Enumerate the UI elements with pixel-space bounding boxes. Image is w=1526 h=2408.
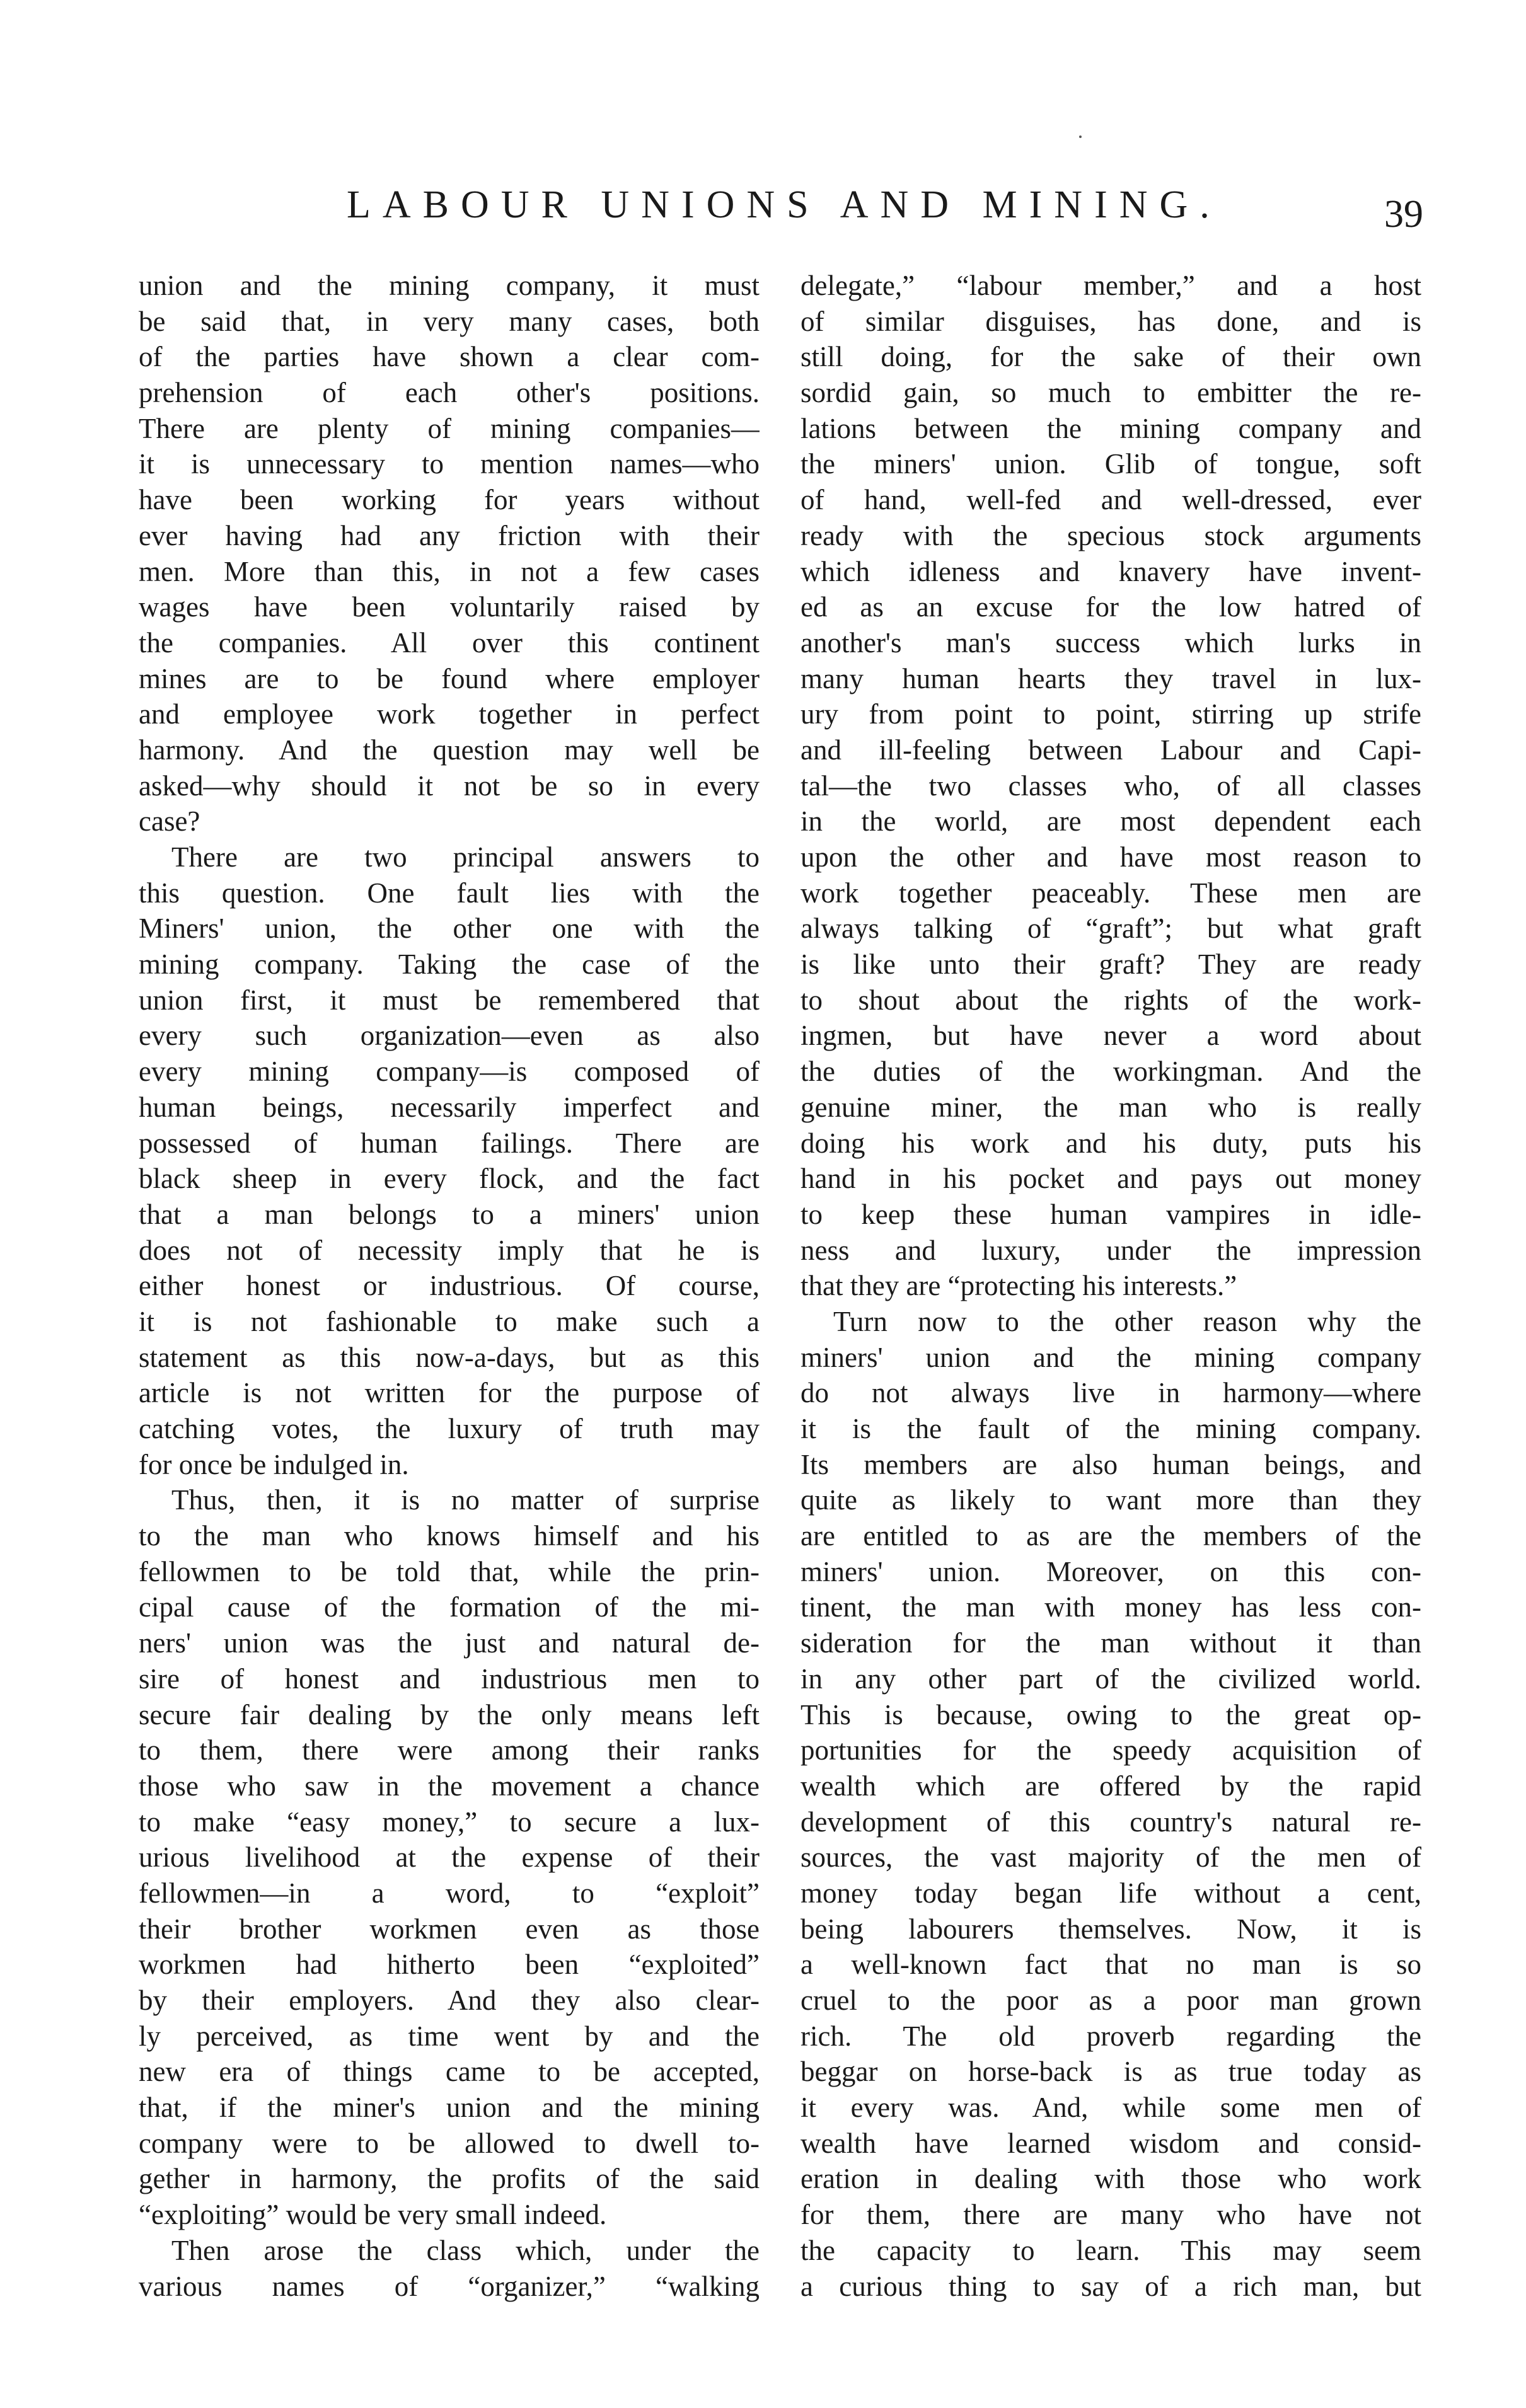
text-line: ly perceived, as time went by and the: [139, 2020, 760, 2052]
text-line: and ill-feeling between Labour and Capi-: [801, 734, 1421, 766]
text-line: union first, it must be remembered that: [139, 984, 760, 1016]
text-line: mining company. Taking the case of the: [139, 948, 760, 981]
text-line: rich. The old proverb regarding the: [801, 2020, 1421, 2052]
text-line: to shout about the rights of the work-: [801, 984, 1421, 1016]
text-line: urious livelihood at the expense of their: [139, 1841, 760, 1874]
paragraph: [139, 2233, 760, 2304]
text-line: cruel to the poor as a poor man grown: [801, 1985, 1421, 2016]
text-line: wealth have learned wisdom and consid-: [801, 2127, 1421, 2159]
text-line: by their employers. And they also clear-: [139, 1985, 760, 2016]
text-line: fellowmen—in a word, to “exploit”: [139, 1877, 760, 1909]
text-line: ever having had any friction with their: [139, 519, 760, 551]
text-line: miners' union and the mining company: [801, 1341, 1421, 1373]
text-line: Then arose the class which, under the: [171, 2234, 760, 2266]
text-line: tinent, the man with money has less con-: [801, 1591, 1421, 1623]
text-line: the duties of the workingman. And the: [801, 1056, 1421, 1088]
text-line: either honest or industrious. Of course,: [139, 1270, 760, 1302]
text-line: being labourers themselves. Now, it is: [801, 1913, 1421, 1945]
text-line: always talking of “graft”; but what graft: [801, 913, 1421, 945]
text-line: it is unnecessary to mention names—who: [139, 448, 760, 480]
text-line: which idleness and knavery have invent-: [801, 555, 1421, 587]
text-line: it every was. And, while some men of: [801, 2092, 1421, 2124]
right-column: [801, 268, 1421, 2304]
text-line: to make “easy money,” to secure a lux-: [139, 1806, 760, 1838]
text-line: sources, the vast majority of the men of: [801, 1841, 1421, 1874]
running-header: LABOUR UNIONS AND MINING.: [347, 183, 1222, 226]
text-line: Thus, then, it is no matter of surprise: [171, 1484, 760, 1516]
text-line: Its members are also human beings, and: [801, 1448, 1421, 1480]
paragraph: [139, 839, 760, 1482]
text-line: Turn now to the other reason why the: [833, 1305, 1421, 1337]
text-line: for once be indulged in.: [139, 1448, 409, 1480]
text-line: many human hearts they travel in lux-: [801, 662, 1421, 694]
text-line: it is the fault of the mining company.: [801, 1413, 1421, 1444]
text-line: are entitled to as are the members of the: [801, 1520, 1421, 1552]
text-line: There are two principal answers to: [171, 841, 760, 873]
text-line: a well-known fact that no man is so: [801, 1949, 1421, 1981]
text-line: that, if the miner's union and the mining: [139, 2092, 760, 2124]
text-line: secure fair dealing by the only means left: [139, 1698, 760, 1731]
text-line: workmen had hitherto been “exploited”: [139, 1949, 760, 1981]
text-line: those who saw in the movement a chance: [139, 1770, 760, 1802]
text-line: have been working for years without: [139, 484, 760, 516]
text-line: ness and luxury, under the impression: [801, 1234, 1421, 1266]
text-line: the miners' union. Glib of tongue, soft: [801, 448, 1421, 480]
text-line: development of this country's natural re-: [801, 1806, 1421, 1838]
text-line: new era of things came to be accepted,: [139, 2056, 760, 2088]
text-line: money today began life without a cent,: [801, 1877, 1421, 1909]
text-line: a curious thing to say of a rich man, but: [801, 2270, 1421, 2302]
text-line: and employee work together in perfect: [139, 698, 760, 730]
text-line: sideration for the man without it than: [801, 1627, 1421, 1659]
text-line: every mining company—is composed of: [139, 1056, 760, 1088]
text-line: ed as an excuse for the low hatred of: [801, 591, 1421, 623]
text-line: in the world, are most dependent each: [801, 805, 1421, 838]
text-line: of similar disguises, has done, and is: [801, 305, 1421, 337]
text-line: ury from point to point, stirring up strife: [801, 698, 1421, 730]
text-line: be said that, in very many cases, both: [139, 305, 760, 337]
left-column: [139, 268, 760, 2304]
text-line: that a man belongs to a miners' union: [139, 1198, 760, 1230]
page-number: 39: [1384, 193, 1423, 236]
text-line: hand in his pocket and pays out money: [801, 1163, 1421, 1195]
text-line: statement as this now-a-days, but as this: [139, 1341, 760, 1373]
text-line: does not of necessity imply that he is: [139, 1234, 760, 1266]
text-line: wages have been voluntarily raised by: [139, 591, 760, 623]
text-line: portunities for the speedy acquisition of: [801, 1734, 1421, 1766]
text-line: the capacity to learn. This may seem: [801, 2234, 1421, 2266]
text-line: sordid gain, so much to embitter the re-: [801, 377, 1421, 409]
text-line: every such organization—even as also: [139, 1020, 760, 1052]
paragraph: [139, 268, 760, 839]
paragraph: [139, 1482, 760, 2232]
text-line: to keep these human vampires in idle-: [801, 1198, 1421, 1230]
text-line: various names of “organizer,” “walking: [139, 2270, 760, 2302]
text-line: ready with the specious stock arguments: [801, 519, 1421, 551]
text-line: work together peaceably. These men are: [801, 877, 1421, 909]
text-line: still doing, for the sake of their own: [801, 341, 1421, 373]
text-line: another's man's success which lurks in: [801, 626, 1421, 659]
text-line: mines are to be found where employer: [139, 662, 760, 694]
paragraph: [801, 268, 1421, 1304]
text-line: doing his work and his duty, puts his: [801, 1127, 1421, 1159]
text-line: cipal cause of the formation of the mi-: [139, 1591, 760, 1623]
text-line: do not always live in harmony—where: [801, 1377, 1421, 1409]
text-line: beggar on horse-back is as true today as: [801, 2056, 1421, 2088]
text-line: lations between the mining company and: [801, 412, 1421, 444]
text-line: for them, there are many who have not: [801, 2199, 1421, 2231]
text-line: Miners' union, the other one with the: [139, 913, 760, 945]
text-line: ingmen, but have never a word about: [801, 1020, 1421, 1052]
text-line: genuine miner, the man who is really: [801, 1091, 1421, 1123]
text-line: their brother workmen even as those: [139, 1913, 760, 1945]
text-line: quite as likely to want more than they: [801, 1484, 1421, 1516]
text-line: case?: [139, 805, 200, 838]
text-line: harmony. And the question may well be: [139, 734, 760, 766]
text-line: men. More than this, in not a few cases: [139, 555, 760, 587]
text-line: is like unto their graft? They are ready: [801, 948, 1421, 981]
text-line: asked—why should it not be so in every: [139, 769, 760, 802]
text-line: this question. One fault lies with the: [139, 877, 760, 909]
text-line: ners' union was the just and natural de-: [139, 1627, 760, 1659]
text-line: wealth which are offered by the rapid: [801, 1770, 1421, 1802]
text-line: miners' union. Moreover, on this con-: [801, 1555, 1421, 1587]
text-line: to the man who knows himself and his: [139, 1520, 760, 1552]
text-line: fellowmen to be told that, while the prin-: [139, 1555, 760, 1587]
text-line: of the parties have shown a clear com-: [139, 341, 760, 373]
text-line: sire of honest and industrious men to: [139, 1662, 760, 1695]
paragraph: [801, 1304, 1421, 2304]
text-line: human beings, necessarily imperfect and: [139, 1091, 760, 1123]
text-line: delegate,” “labour member,” and a host: [801, 270, 1421, 301]
text-line: eration in dealing with those who work: [801, 2163, 1421, 2195]
text-line: union and the mining company, it must: [139, 270, 760, 301]
text-line: upon the other and have most reason to: [801, 841, 1421, 873]
text-line: article is not written for the purpose of: [139, 1377, 760, 1409]
print-speck: [1079, 135, 1082, 138]
text-line: “exploiting” would be very small indeed.: [139, 2199, 607, 2231]
text-line: in any other part of the civilized world.: [801, 1662, 1421, 1695]
text-line: black sheep in every flock, and the fact: [139, 1163, 760, 1195]
text-line: of hand, well-fed and well-dressed, ever: [801, 484, 1421, 516]
text-line: prehension of each other's positions.: [139, 377, 760, 409]
text-line: tal—the two classes who, of all classes: [801, 769, 1421, 802]
text-line: to them, there were among their ranks: [139, 1734, 760, 1766]
text-line: There are plenty of mining companies—: [139, 412, 760, 444]
text-line: catching votes, the luxury of truth may: [139, 1413, 760, 1444]
text-line: that they are “protecting his interests.”: [801, 1270, 1237, 1302]
text-line: This is because, owing to the great op-: [801, 1698, 1421, 1731]
text-line: company were to be allowed to dwell to-: [139, 2127, 760, 2159]
text-line: gether in harmony, the profits of the said: [139, 2163, 760, 2195]
text-line: possessed of human failings. There are: [139, 1127, 760, 1159]
text-line: the companies. All over this continent: [139, 626, 760, 659]
text-line: it is not fashionable to make such a: [139, 1305, 760, 1337]
